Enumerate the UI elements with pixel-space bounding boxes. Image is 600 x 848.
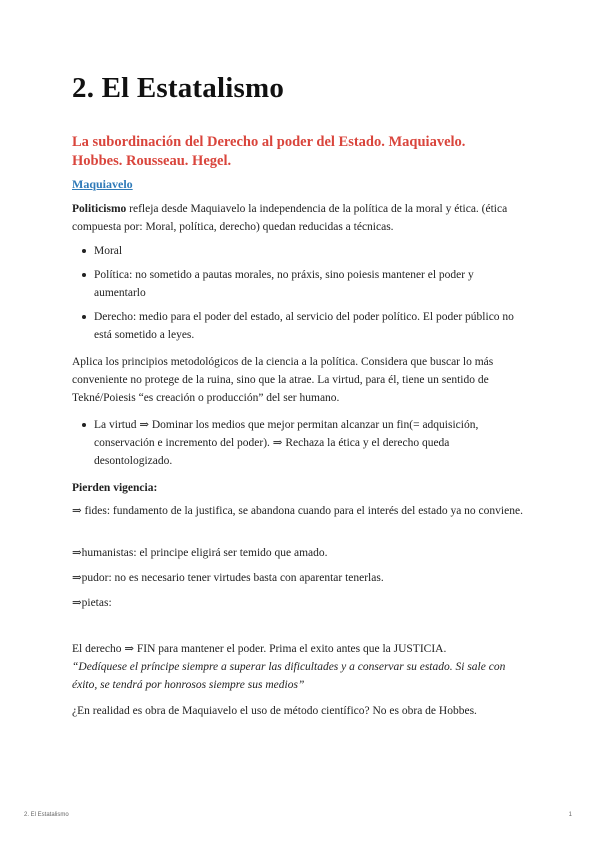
list-item: Moral (72, 242, 527, 260)
politicismo-term: Politicismo (72, 203, 127, 215)
machiavelli-quote: “Dedíquese el príncipe siempre a superar las dificultades y a conservar su estado. Si sale con éxito, se tendrá por honrosos siempre sus medios” (72, 661, 506, 691)
vigencia-heading: Pierden vigencia: (72, 482, 158, 494)
footer-title: 2. El Estatalismo (24, 812, 69, 818)
intro-paragraph (72, 200, 527, 236)
list-item: La virtud ⇒ Dominar los medios que mejor permitan alcanzar un fin(= adquisición, conservación e incremento del poder). ⇒ Rechaza la ética y el derecho queda desontologizado. (72, 416, 527, 470)
methodology-paragraph: Aplica los principios metodológicos de la ciencia a la política. Considera que buscar lo más conveniente no protege de la ruina, sino que la atrae. La virtud, para él, tiene un sentido de Tekné/Poiesis “es creación o producción” del ser humano. (72, 356, 494, 404)
list-item: Derecho: medio para el poder del estado, al servicio del poder político. El poder público no está sometido a leyes. (72, 308, 527, 344)
ethics-bullet-list (72, 242, 527, 350)
vigencia-item-pudor: ⇒pudor: no es necesario tener virtudes basta con aparentar tenerlas. (72, 572, 384, 584)
page-title: 2. El Estatalismo (72, 72, 285, 104)
closing-line: El derecho ⇒ FIN para mantener el poder. Prima el exito antes que la JUSTICIA. (72, 643, 447, 655)
section-subtitle: La subordinación del Derecho al poder del Estado. Maquiavelo. Hobbes. Rousseau. Hegel. (72, 134, 466, 169)
closing-question: ¿En realidad es obra de Maquiavelo el uso de método científico? No es obra de Hobbes. (72, 705, 477, 717)
page-number: 1 (568, 812, 572, 818)
vigencia-item-humanistas: ⇒humanistas: el principe eligirá ser temido que amado. (72, 547, 328, 559)
maquiavelo-section-link[interactable]: Maquiavelo (72, 177, 133, 191)
vigencia-item-fides: ⇒ fides: fundamento de la justifica, se abandona cuando para el interés del estado ya no conviene. (72, 505, 523, 517)
list-item: Política: no sometido a pautas morales, no práxis, sino poiesis mantener el poder y aumentarlo (72, 266, 527, 302)
vigencia-item-pietas: ⇒pietas: (72, 597, 112, 609)
intro-text: refleja desde Maquiavelo la independencia de la política de la moral y ética. (ética compuesta por: Moral, política, derecho) quedan reducidas a técnicas. (72, 203, 508, 233)
virtue-bullet-list (72, 416, 527, 476)
